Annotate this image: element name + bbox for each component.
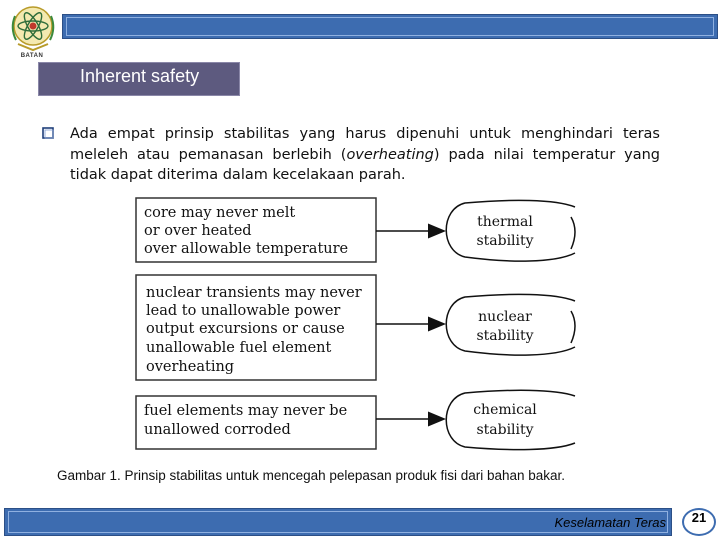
bullet-line-2-emphasis: overheating	[346, 146, 434, 163]
box-nuclear-line-2: lead to unallowable power	[146, 303, 341, 319]
bullet-line-2-pre: meleleh atau pemanasan berlebih (	[70, 146, 347, 163]
ellipse-chemical-line-1: chemical	[473, 402, 537, 418]
checkbox-bullet-icon	[42, 127, 54, 139]
bullet-paragraph	[70, 124, 660, 186]
box-nuclear-line-4: unallowable fuel element	[146, 340, 332, 356]
box-nuclear-line-5: overheating	[146, 359, 235, 375]
ellipse-thermal-line-1: thermal	[477, 214, 533, 230]
figure-caption: Gambar 1. Prinsip stabilitas untuk mencegah pelepasan produk fisi dari bahan bakar.	[57, 468, 566, 483]
batan-logo-icon	[6, 2, 60, 60]
box-nuclear-line-3: output excursions or cause	[146, 321, 345, 337]
box-chemical-line-1: fuel elements may never be	[144, 403, 348, 419]
bullet-line-2-post: ) pada nilai temperatur yang	[433, 146, 660, 163]
footer-title: Keselamatan Teras	[554, 515, 666, 530]
bullet-line-3: tidak dapat diterima dalam kecelakaan parah.	[70, 167, 406, 183]
ellipse-thermal-line-2: stability	[476, 233, 534, 249]
bullet-line-2	[70, 145, 660, 166]
top-banner-inner-frame	[66, 17, 714, 36]
box-chemical-line-2: unallowed corroded	[144, 422, 291, 438]
slide-title: Inherent safety	[80, 66, 200, 86]
box-thermal-line-3: over allowable temperature	[144, 241, 349, 257]
ellipse-nuclear-line-1: nuclear	[478, 309, 532, 325]
box-nuclear-line-1: nuclear transients may never	[146, 285, 362, 301]
ellipse-nuclear-line-2: stability	[476, 328, 534, 344]
bullet-line-1: Ada empat prinsip stabilitas yang harus dipenuhi untuk menghindari teras	[70, 126, 660, 142]
box-thermal-line-1: core may never melt	[144, 205, 296, 221]
ellipse-chemical-line-2: stability	[476, 422, 534, 438]
box-thermal-line-2: or over heated	[144, 223, 252, 239]
page-number-badge: 21	[682, 508, 716, 536]
ellipse-thermal	[446, 200, 575, 261]
logo-text: BATAN	[20, 53, 44, 59]
stability-diagram	[135, 193, 580, 451]
ellipse-chemical	[446, 390, 575, 449]
